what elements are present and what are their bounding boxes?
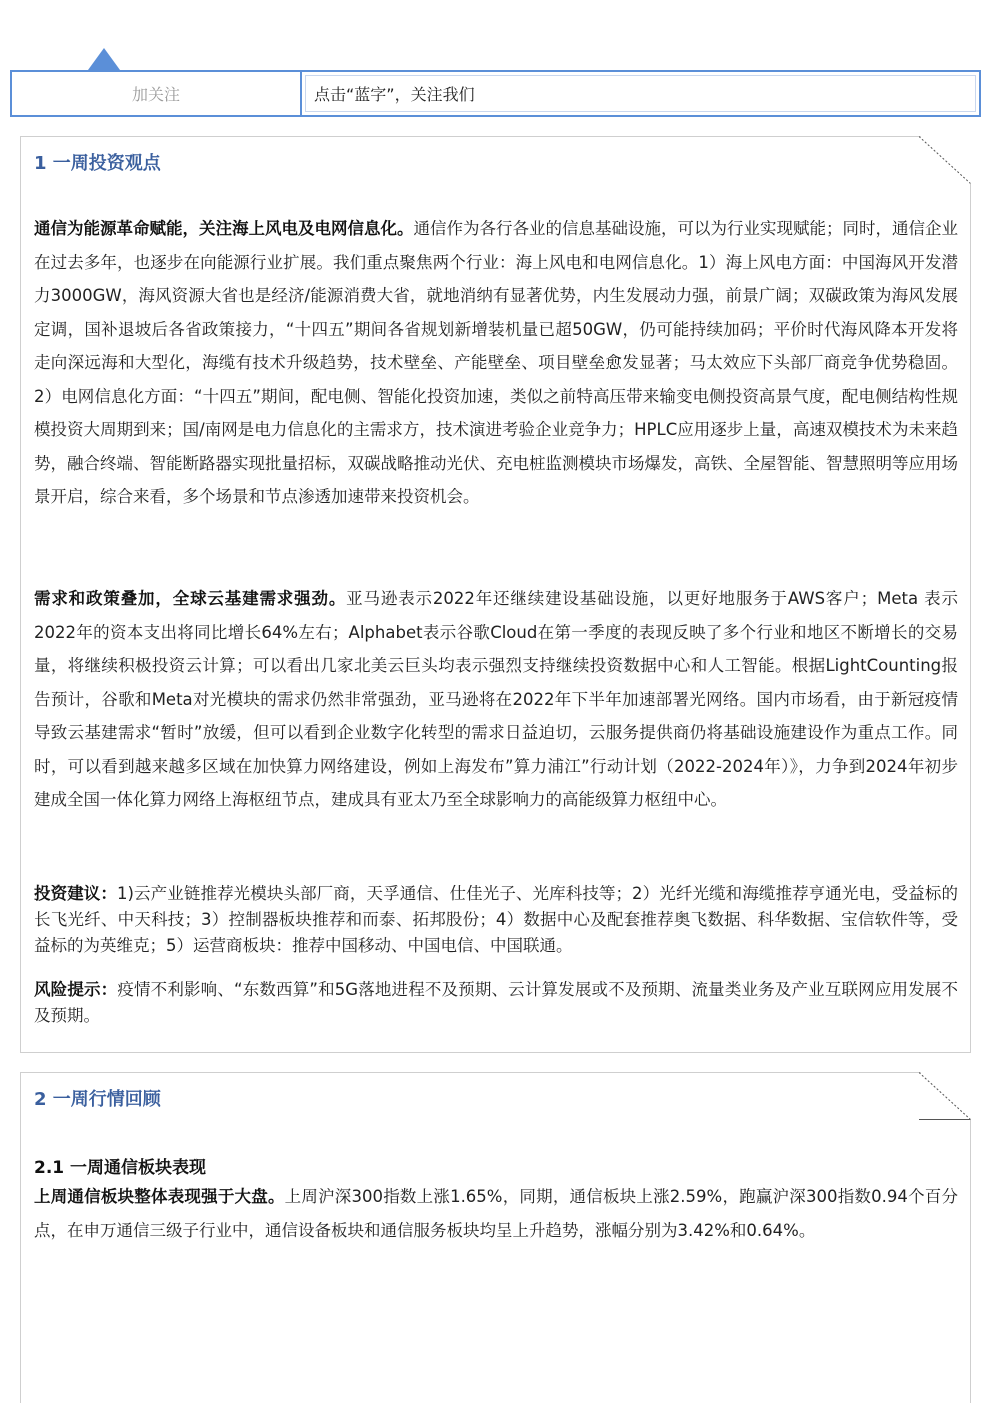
section-top-border: [21, 136, 921, 137]
subsection-title: 2.1 一周通信板块表现: [34, 1158, 207, 1178]
follow-hint-text: 点击“蓝字”，关注我们: [314, 85, 475, 104]
paragraph-body: 疫情不利影响、“东数西算”和5G落地进程不及预期、云计算发展或不及预期、流量类业务及产业互联网应用发展不及预期。: [34, 980, 958, 1025]
folded-corner-icon: [919, 136, 971, 184]
paragraph-risk: [34, 977, 958, 1029]
paragraph-lead: 风险提示：: [34, 980, 118, 999]
section-market-review: [20, 1072, 971, 1403]
follow-hint: [305, 75, 976, 112]
paragraph-lead: 通信为能源革命赋能，关注海上风电及电网信息化。: [34, 219, 414, 238]
follow-bar: [10, 70, 981, 117]
paragraph-cloud: [34, 582, 958, 817]
follow-pointer-arrow: [88, 48, 120, 70]
section-investment-view: [20, 136, 971, 1053]
section-title: 2 一周行情回顾: [34, 1089, 161, 1110]
paragraph-lead: 需求和政策叠加，全球云基建需求强劲。: [34, 589, 347, 608]
section-title: 1 一周投资观点: [34, 153, 161, 174]
paragraph-body: 1)云产业链推荐光模块头部厂商，天孚通信、仕佳光子、光库科技等；2）光纤光缆和海缆推荐亨通光电，受益标的长飞光纤、中天科技；3）控制器板块推荐和而泰、拓邦股份；4）数据中心及配套推荐奥飞数据、科华数据、宝信软件等，受益标的为英维克；5）运营商板块：推荐中国移动、中国电信、中国联通。: [34, 884, 958, 955]
paragraph-body: 通信作为各行各业的信息基础设施，可以为行业实现赋能；同时，通信企业在过去多年，也逐步在向能源行业扩展。我们重点聚焦两个行业：海上风电和电网信息化。1）海上风电方面：中国海风开发潜力3000GW，海风资源大省也是经济/能源消费大省，就地消纳有显著优势，内生发展动力强，前景广阔；双碳政策为海风发展定调，国补退坡后各省政策接力，“十四五”期间各省规划新增装机量已超50GW，仍可能持续加码；平价时代海风降本开发将走向深远海和大型化，海缆有技术升级趋势，技术壁垒、产能壁垒、项目壁垒愈发显著；马太效应下头部厂商竞争优势稳固。2）电网信息化方面：“十四五”期间，配电侧、智能化投资加速，类似之前特高压带来输变电侧投资高景气度，配电侧结构性规模投资大周期到来；国/南网是电力信息化的主需求方，技术演进考验企业竞争力；HPLC应用逐步上量，高速双模技术为未来趋势，融合终端、智能断路器实现批量招标，双碳战略推动光伏、充电桩监测模块市场爆发，高铁、全屋智能、智慧照明等应用场景开启，综合来看，多个场景和节点渗透加速带来投资机会。: [34, 219, 958, 506]
paragraph-advice: [34, 881, 958, 959]
paragraph-lead: 上周通信板块整体表现强于大盘。: [34, 1187, 285, 1206]
paragraph-energy: [34, 212, 958, 514]
paragraph-weekly-performance: [34, 1180, 958, 1247]
section-top-border: [21, 1072, 921, 1073]
follow-button-label: 加关注: [131, 85, 180, 104]
folded-corner-icon: [919, 1072, 971, 1120]
follow-button[interactable]: [12, 72, 302, 115]
paragraph-lead: 投资建议：: [34, 884, 118, 903]
section-right-border: [970, 1120, 971, 1403]
section-right-border: [970, 184, 971, 1053]
paragraph-body: 上周沪深300指数上涨1.65%，同期，通信板块上涨2.59%，跑赢沪深300指数0.94个百分点，在申万通信三级子行业中，通信设备板块和通信服务板块均呈上升趋势，涨幅分别为3.42%和0.64%。: [34, 1187, 958, 1240]
paragraph-body: 亚马逊表示2022年还继续建设基础设施，以更好地服务于AWS客户；Meta 表示2022年的资本支出将同比增长64%左右；Alphabet表示谷歌Cloud在第一季度的表现反映了多个行业和地区不断增长的交易量，将继续积极投资云计算；可以看出几家北美云巨头均表示强烈支持继续投资数据中心和人工智能。根据LightCounting报告预计，谷歌和Meta对光模块的需求仍然非常强劲，亚马逊将在2022年下半年加速部署光网络。国内市场看，由于新冠疫情导致云基建需求“暂时”放缓，但可以看到企业数字化转型的需求日益迫切，云服务提供商仍将基础设施建设作为重点工作。同时，可以看到越来越多区域在加快算力网络建设，例如上海发布”算力浦江”行动计划（2022-2024年）》，力争到2024年初步建成全国一体化算力网络上海枢纽节点，建成具有亚太乃至全球影响力的高能级算力枢纽中心。: [34, 589, 958, 809]
